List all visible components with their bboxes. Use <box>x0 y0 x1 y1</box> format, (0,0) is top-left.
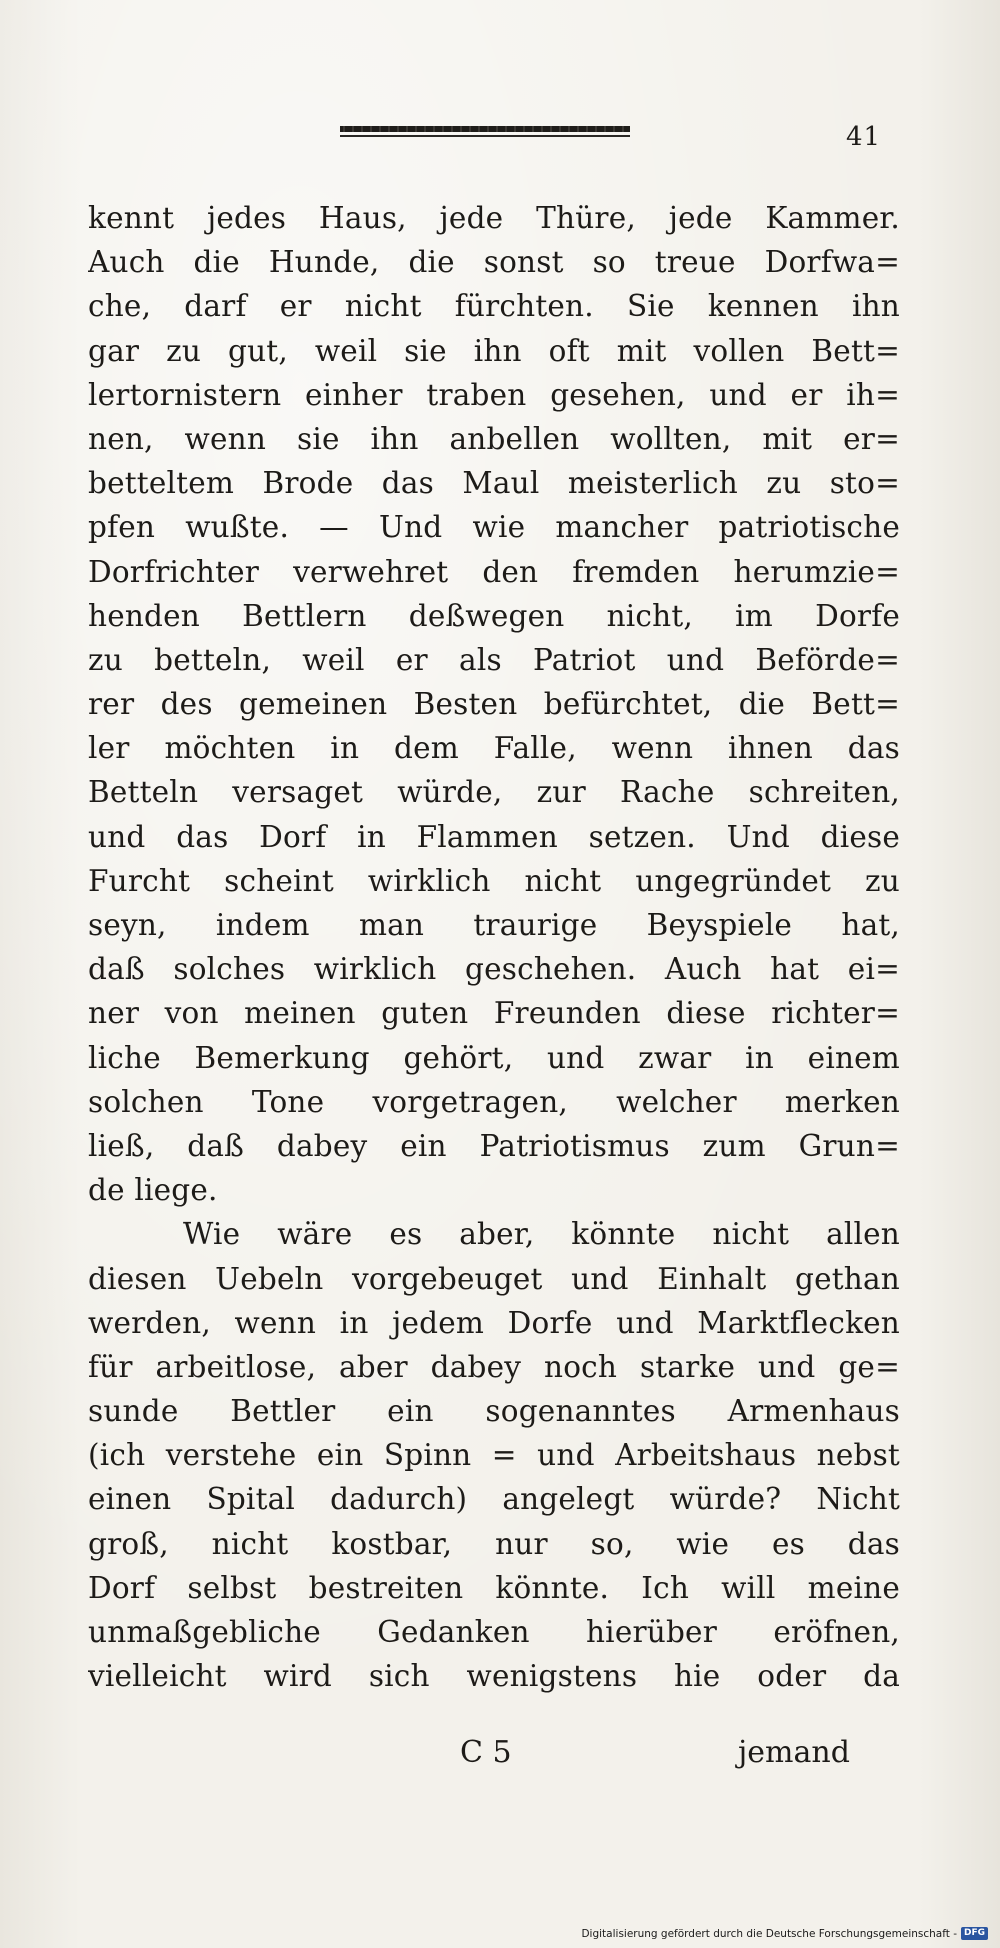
text-line: pfen wußte. — Und wie mancher patriotische <box>88 510 900 545</box>
page-footer <box>0 1735 1000 1779</box>
text-line: vielleicht wird sich wenigstens hie oder da <box>88 1659 900 1694</box>
text-line: rer des gemeinen Besten befürchtet, die Bett= <box>88 687 900 722</box>
text-line: seyn, indem man traurige Beyspiele hat, <box>88 908 900 942</box>
catchword: jemand <box>738 1735 850 1770</box>
text-line: kennt jedes Haus, jede Thüre, jede Kammer. <box>88 201 900 235</box>
text-line: Auch die Hunde, die sonst so treue Dorfwa= <box>88 245 900 280</box>
text-line: de liege. <box>88 1173 218 1208</box>
text-line: Wie wäre es aber, könnte nicht allen <box>183 1217 900 1252</box>
text-line: solchen Tone vorgetragen, welcher merken <box>88 1084 900 1119</box>
text-line: ler möchten in dem Falle, wenn ihnen das <box>88 731 900 766</box>
text-line: werden, wenn in jedem Dorfe und Marktflecken <box>88 1305 900 1340</box>
header-rule-thin <box>340 135 630 137</box>
text-line: Betteln versaget würde, zur Rache schreiten, <box>88 775 900 810</box>
text-line: lertornistern einher traben gesehen, und er ih= <box>88 377 900 412</box>
header-rule-thick <box>340 126 630 132</box>
text-line: sunde Bettler ein sogenanntes Armenhaus <box>88 1394 900 1429</box>
text-line: henden Bettlern deßwegen nicht, im Dorfe <box>88 598 900 633</box>
header-ornamental-rule <box>340 126 630 138</box>
body-text <box>88 196 900 1698</box>
text-line: diesen Uebeln vorgebeuget und Einhalt gethan <box>88 1261 900 1296</box>
credit-text: Digitalisierung gefördert durch die Deutsche Forschungsgemeinschaft - <box>581 1927 957 1940</box>
text-line: che, darf er nicht fürchten. Sie kennen ihn <box>88 289 900 324</box>
text-line: einen Spital dadurch) angelegt würde? Nicht <box>88 1482 900 1517</box>
page-number: 41 <box>846 122 882 152</box>
text-line: ließ, daß dabey ein Patriotismus zum Grun= <box>88 1128 900 1163</box>
text-line: (ich verstehe ein Spinn = und Arbeitshaus nebst <box>88 1438 900 1473</box>
text-line: daß solches wirklich geschehen. Auch hat ei= <box>88 952 900 987</box>
text-line: unmaßgebliche Gedanken hierüber eröfnen, <box>88 1615 900 1649</box>
text-line: Dorf selbst bestreiten könnte. Ich will meine <box>88 1570 900 1605</box>
text-line: zu betteln, weil er als Patriot und Beförde= <box>88 642 900 677</box>
text-line: Dorfrichter verwehret den fremden herumzie= <box>88 554 900 589</box>
text-line: für arbeitlose, aber dabey noch starke und ge= <box>88 1349 900 1384</box>
text-line: groß, nicht kostbar, nur so, wie es das <box>88 1526 900 1561</box>
text-line: gar zu gut, weil sie ihn oft mit vollen Bett= <box>88 333 900 368</box>
digitization-credit <box>581 1927 988 1940</box>
text-line: nen, wenn sie ihn anbellen wollten, mit er= <box>88 421 900 456</box>
text-line: und das Dorf in Flammen setzen. Und diese <box>88 819 900 854</box>
text-line: Furcht scheint wirklich nicht ungegründet zu <box>88 863 900 898</box>
text-line: betteltem Brode das Maul meisterlich zu sto= <box>88 466 900 501</box>
dfg-logo-icon: DFG <box>961 1927 988 1940</box>
text-line: ner von meinen guten Freunden diese richter= <box>88 996 900 1031</box>
signature-mark: C 5 <box>460 1735 512 1770</box>
text-line: liche Bemerkung gehört, und zwar in einem <box>88 1040 900 1075</box>
